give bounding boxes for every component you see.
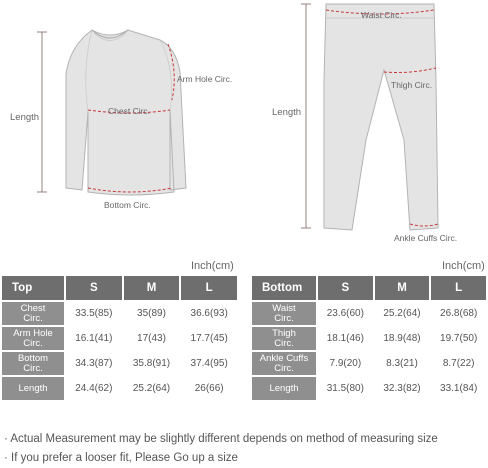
bottom-length-label: Length [272,107,302,118]
row-label: Length [2,377,64,400]
header-l: L [181,276,237,300]
cell-m: 32.3(82) [375,377,430,400]
table-row [252,302,486,325]
cell-s: 31.5(80) [318,377,373,400]
row-label: Arm Hole Circ. [2,327,64,350]
header-s: S [66,276,122,300]
top-size-table [0,274,239,402]
cell-l: 19.7(50) [431,327,486,350]
top-unit-label: Inch(cm) [191,260,234,272]
top-length-label: Length [10,112,40,123]
cell-l: 26(66) [181,377,237,400]
note-looser-fit: · If you prefer a looser fit, Please Go up a size [4,452,238,464]
cell-s: 7.9(20) [318,352,373,375]
cell-m: 35(89) [124,302,180,325]
cell-m: 25.2(64) [124,377,180,400]
bottom-pants-diagram [244,0,488,245]
header-top: Top [2,276,64,300]
table-row [2,377,237,400]
cell-m: 17(43) [124,327,180,350]
header-m: M [124,276,180,300]
cell-l: 37.4(95) [181,352,237,375]
row-label: Bottom Circ. [2,352,64,375]
row-label: Chest Circ. [2,302,64,325]
cell-m: 18.9(48) [375,327,430,350]
row-label: Waist Circ. [252,302,316,325]
table-row [2,302,237,325]
table-row [252,377,486,400]
top-table-header [2,276,237,300]
table-row [2,352,237,375]
bottom-size-table [250,274,488,402]
header-m: M [375,276,430,300]
row-label: Thigh Circ. [252,327,316,350]
cell-s: 23.6(60) [318,302,373,325]
cell-m: 25.2(64) [375,302,430,325]
cell-l: 8.7(22) [431,352,486,375]
cell-m: 8.3(21) [375,352,430,375]
cell-m: 35.8(91) [124,352,180,375]
cell-l: 33.1(84) [431,377,486,400]
table-row [252,327,486,350]
bottom-unit-label: Inch(cm) [442,260,485,272]
chest-label: Chest Circ. [108,106,151,116]
row-label: Length [252,377,316,400]
pants-shape [324,4,438,230]
bottom-label: Bottom Circ. [104,200,151,210]
waist-label: Waist Circ. [361,10,402,20]
header-l: L [431,276,486,300]
cell-s: 18.1(46) [318,327,373,350]
table-row [2,327,237,350]
header-s: S [318,276,373,300]
cell-l: 36.6(93) [181,302,237,325]
cell-s: 34.3(87) [66,352,122,375]
table-row [252,352,486,375]
cell-s: 24.4(62) [66,377,122,400]
arm-hole-label: Arm Hole Circ. [177,74,233,84]
ankle-label: Ankle Cuffs Circ. [394,233,458,243]
row-label: Ankle Cuffs Circ. [252,352,316,375]
cell-s: 16.1(41) [66,327,122,350]
cell-s: 33.5(85) [66,302,122,325]
cell-l: 17.7(45) [181,327,237,350]
header-bottom: Bottom [252,276,316,300]
note-measurement: · Actual Measurement may be slightly different depends on method of measuring size [4,433,438,445]
cell-l: 26.8(68) [431,302,486,325]
bottom-table-header [252,276,486,300]
thigh-label: Thigh Circ. [391,80,433,90]
